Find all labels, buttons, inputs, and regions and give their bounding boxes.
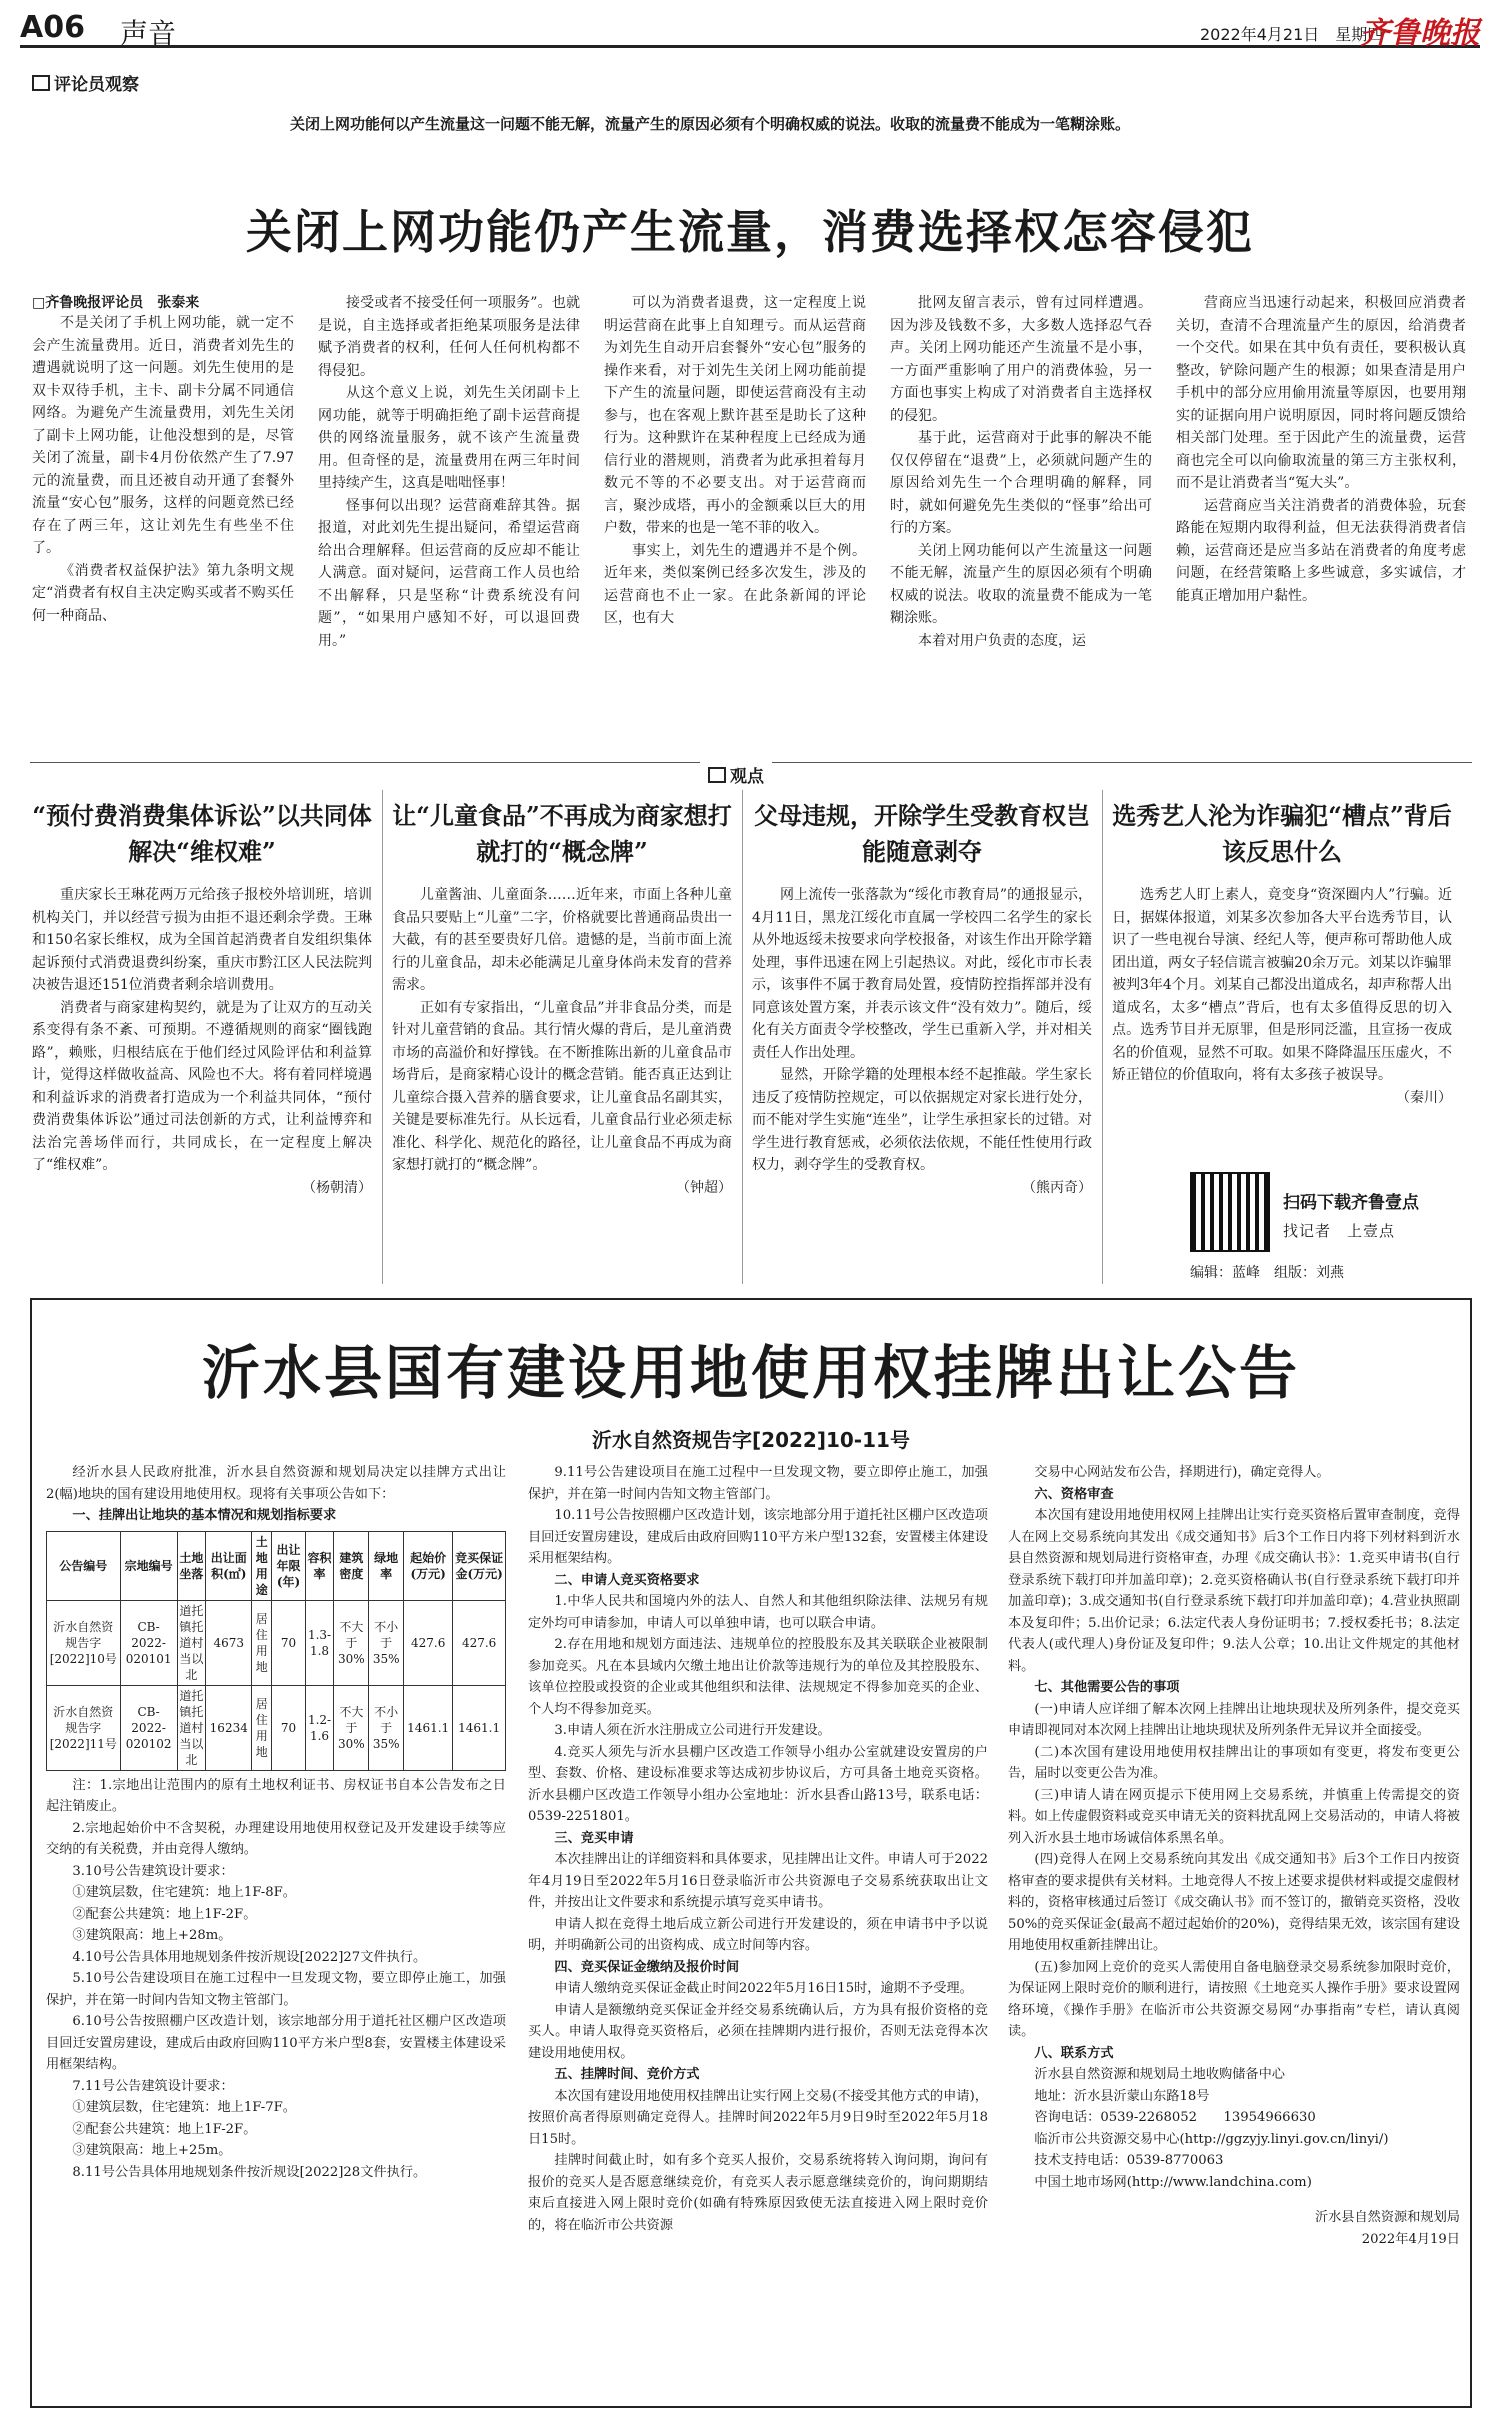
paragraph: 七、其他需要公告的事项 [1034, 1680, 1180, 1695]
paragraph: 2.存在用地和规划方面违法、违规单位的控股股东及其关联联企业被限制参加竞买。凡在本县域内欠缴土地出让价款等违规行为的单位及其控股股东、该单位控股或投资的企业或其他组织和法律、法规规定不得参加竞买的企业、个人均不得参加竞买。 [528, 1637, 988, 1717]
opinion-body [752, 884, 1092, 1284]
paragraph: 可以为消费者退费，这一定程度上说明运营商在此事上自知理亏。而从运营商为刘先生自动开启套餐外“安心包”服务的操作来看，对于刘先生关闭上网功能前提下产生的流量问题，即使运营商没有主动参与，也在客观上默许甚至是助长了这种行为。这种默许在某种程度上已经成为通信行业的潜规则，消费者为此承担着每月数元不等的不必要支出。对于运营商而言，聚沙成塔，再小的金额乘以巨大的用户数，带来的也是一笔不菲的收入。 [604, 295, 866, 536]
newspaper-logo: 齐鲁晚报 [1360, 16, 1480, 51]
paragraph: 消费者与商家建构契约，就是为了让双方的互动关系变得有条不紊、可预期。不遵循规则的商家“圈钱跑路”，赖账，归根结底在于他们经过风险评估和利益算计，觉得这样做收益高、风险也不大。将有着同样境遇和利益诉求的消费者打造成为一个利益共同体，“预付费消费集体诉讼”通过司法创新的方式，让利益博弈和法治完善场伴而行，共同成长，在一定程度上解决了“维权难”。 [32, 999, 372, 1173]
column-divider [742, 790, 743, 1284]
paragraph: 营商应当迅速行动起来，积极回应消费者关切，查清不合理流量产生的原因，给消费者一个交代。如果在其中负有责任，要积极认真整改，铲除问题产生的根源；如果查清是用户手机中的部分应用偷用流量等原因，也要用翔实的证据向用户说明原因，同时将问题反馈给相关部门处理。至于因此产生的流量费，运营商也完全可以向偷取流量的第三方主张权利，而不是让消费者当“冤大头”。 [1176, 295, 1466, 491]
qr-caption: 扫码下载齐鲁壹点 [1283, 1193, 1419, 1213]
opinion-title: 父母违规，开除学生受教育权岂能随意剥夺 [754, 801, 1090, 866]
opinion-author: （秦川） [1396, 1089, 1452, 1106]
paragraph: 技术支持电话：0539-8770063 [1034, 2153, 1224, 2168]
paragraph: 注：1.宗地出让范围内的原有土地权利证书、房权证书自本公告发布之日起注销废止。 [46, 1777, 506, 1814]
paragraph: 选秀艺人盯上素人，竟变身“资深圈内人”行骗。近日，据媒体报道，刘某多次参加各大平台选秀节目，认识了一些电视台导演、经纪人等，便声称可帮助他人成团出道，两女子轻信谎言被骗20余万元。刘某以诈骗罪被判3年4个月。刘某自己都没出道成名，却声称帮人出道成名，太多“槽点”背后，也有太多值得反思的切入点。选秀节目并无原罪，但是形同泛滥，且宣扬一夜成名的价值观，显然不可取。如果不降降温压压虚火，不矫正错位的价值取向，将有太多孩子被误导。 [1112, 887, 1452, 1083]
commentary-intro: 关闭上网功能何以产生流量这一问题不能无解，流量产生的原因必须有个明确权威的说法。收取的流量费不能成为一笔糊涂账。 [290, 115, 1131, 133]
opinion-body [1112, 884, 1452, 1164]
paragraph: 本次国有建设用地使用权挂牌出让实行网上交易(不接受其他方式的申请)，按照价高者得原则确定竞得人。挂牌时间2022年5月9日9时至2022年5月18日15时。 [528, 2088, 988, 2147]
paragraph: 重庆家长王琳花两万元给孩子报校外培训班，培训机构关门，并以经营亏损为由拒不退还剩余学费。王琳和150名家长维权，成为全国首起消费者自发组织集体起诉预付式消费退费纠纷案，重庆市黔江区人民法院判决被告退还151位消费者剩余培训费用。 [32, 887, 372, 993]
paragraph: 3.申请人须在沂水注册成立公司进行开发建设。 [554, 1723, 831, 1738]
paragraph: 接受或者不接受任何一项服务”。也就是说，自主选择或者拒绝某项服务是法律赋予消费者的权利，任何人任何机构都不得侵犯。 [318, 295, 580, 379]
table-row [47, 1685, 506, 1770]
viewpoint-tag: 观点 [700, 762, 772, 787]
table-cell: 70 [272, 1685, 305, 1770]
paragraph: (一)申请人应详细了解本次网上挂牌出让地块现状及所列条件，提交竞买申请即视同对本次网上挂牌出让地块现状及所列条件无异议并全面接受。 [1008, 1701, 1460, 1738]
paragraph: ②配套公共建筑：地上1F-2F。 [72, 2121, 257, 2137]
para-group [32, 312, 294, 627]
paragraph: 不是关闭了手机上网功能，就一定不会产生流量费用。近日，消费者刘先生的遭遇就说明了这一问题。刘先生使用的是双卡双待手机，主卡、副卡分属不同通信网络。为避免产生流量费用，刘先生关闭了副卡上网功能，让他没想到的是，尽管关闭了流量，副卡4月份依然产生了7.97元的流量费，而且还被自动开通了套餐外流量“安心包”服务，这样的问题竟然已经存在了两三年，这让刘先生有些坐不住了。 [32, 315, 294, 556]
notice-issuer: 沂水县自然资源和规划局 [1314, 2210, 1460, 2225]
opinion-author: （钟超） [676, 1179, 732, 1196]
paragraph: 沂水县自然资源和规划局土地收购储备中心 [1034, 2067, 1285, 2082]
paragraph: 交易中心网站发布公告，择期进行)，确定竞得人。 [1034, 1465, 1330, 1480]
table-cell: 1461.1 [404, 1685, 453, 1770]
paragraph: (五)参加网上竞价的竞买人需使用自备电脑登录交易系统参加限时竞价，为保证网上限时竞价的顺利进行，请按照《土地竞买人操作手册》要求设置网络环境，《操作手册》在临沂市公共资源交易网“办事指南”专栏，请认真阅读。 [1008, 1959, 1460, 2039]
paragraph: 3.10号公告建筑设计要求： [72, 1863, 234, 1879]
paragraph: 8.11号公告具体用地规划条件按沂规设[2022]28文件执行。 [72, 2164, 427, 2180]
opinion-title: “预付费消费集体诉讼”以共同体解决“维权难” [32, 801, 372, 866]
table-cell: 不大于30% [334, 1685, 369, 1770]
notice-section-heading: 一、挂牌出让地块的基本情况和规划指标要求 [72, 1508, 337, 1523]
paragraph: 儿童酱油、儿童面条……近年来，市面上各种儿童食品只要贴上“儿童”二字，价格就要比普通商品贵出一大截，有的甚至要贵好几倍。遗憾的是，当前市面上流行的儿童食品，却未必能满足儿童身体尚未发育的营养需求。 [392, 887, 732, 993]
paragraph: 咨询电话：0539-2268052 13954966630 [1034, 2110, 1316, 2125]
paragraph: (四)竞得人在网上交易系统向其发出《成交通知书》后3个工作日内按资格审查的要求提供有关材料。土地竞得人不按上述要求提供材料或提交虚假材料的，资格审核通过后签订《成交确认书》而不签订的，撤销竞买资格，没收50%的竞买保证金(最高不超过起始价的20%)，竞得结果无效，该宗国有建设用地使用权重新挂牌出让。 [1008, 1852, 1460, 1953]
notice-date: 2022年4月19日 [1361, 2231, 1460, 2247]
para-group [1008, 1462, 1460, 2193]
paragraph: 本次国有建设用地使用权网上挂牌出让实行竞买资格后置审查制度，竞得人在网上交易系统向其发出《成交通知书》后3个工作日内将下列材料到沂水县自然资源和规划局进行资格审查，办理《成交确认书》：1.竞买申请书(自行登录系统下载打印并加盖印章)；2.竞买资格确认书(自行登录系统下载打印并加盖印章)；3.成交通知书(自行登录系统下载打印并加盖印章)；4.营业执照副本及复印件；5.出价记录；6.法定代表人身份证明书；7.授权委托书；8.法定代表人(或代理人)身份证及复印件；9.法人公章；10.出让文件规定的其他材料。 [1008, 1508, 1460, 1674]
opinion-title: 让“儿童食品”不再成为商家想打就打的“概念牌” [392, 801, 732, 866]
qr-code[interactable] [1190, 1172, 1270, 1252]
paragraph: 批网友留言表示，曾有过同样遭遇。因为涉及钱数不多，大多数人选择忍气吞声。关闭上网功能还产生流量不是小事，一方面严重影响了用户的消费体验，另一方面也事实上构成了对消费者自主选择权的侵犯。 [890, 295, 1152, 424]
table-cell: 427.6 [404, 1600, 453, 1685]
paragraph: 事实上，刘先生的遭遇并不是个例。近年来，类似案例已经多次发生，涉及的运营商也不止一家。在此条新闻的评论区，也有大 [604, 542, 866, 626]
paragraph: 申请人缴纳竞买保证金截止时间2022年5月16日15时，逾期不予受理。 [554, 1981, 973, 1996]
paragraph: (二)本次国有建设用地使用权挂牌出让的事项如有变更，将发布变更公告，届时以变更公告为准。 [1008, 1744, 1460, 1781]
paragraph: 六、资格审查 [1034, 1486, 1114, 1502]
paragraph: 申请人是额缴纳竞买保证金并经交易系统确认后，方为具有报价资格的竞买人。申请人取得竞买资格后，必须在挂牌期内进行报价，否则无法竞得本次建设用地使用权。 [528, 2002, 988, 2061]
table-header-row [47, 1531, 506, 1600]
table-cell: 沂水自然资规告字[2022]10号 [47, 1600, 121, 1685]
notice-doc-number: 沂水自然资规告字[2022]10-11号 [592, 1428, 910, 1452]
paragraph: ③建筑限高：地上+28m。 [72, 1928, 232, 1943]
paragraph: 申请人拟在竞得土地后成立新公司进行开发建设的，须在申请书中予以说明，并明确新公司的出资构成、成立时间等内容。 [528, 1916, 988, 1953]
table-cell: 1.3-1.8 [305, 1600, 334, 1685]
paragraph: ②配套公共建筑：地上1F-2F。 [72, 1906, 257, 1922]
table-cell: 1461.1 [453, 1685, 506, 1770]
section-name: 声音 [120, 17, 177, 50]
table-header-cell: 公告编号 [47, 1531, 121, 1600]
paragraph: 2.宗地起始价中不含契税，办理建设用地使用权登记及开发建设手续等应交纳的有关税费，并由竞得人缴纳。 [46, 1820, 506, 1857]
paragraph: 本着对用户负责的态度，运 [918, 632, 1086, 649]
commentary-headline: 关闭上网功能仍产生流量，消费选择权怎容侵犯 [246, 205, 1254, 259]
table-header-cell: 出让面积(㎡) [206, 1531, 252, 1600]
paragraph: ①建筑层数，住宅建筑：地上1F-8F。 [72, 1885, 296, 1900]
table-header-cell: 建筑密度 [334, 1531, 369, 1600]
paragraph: 四、竞买保证金缴纳及报价时间 [554, 1959, 740, 1975]
table-cell: 道托镇托道村当以北 [177, 1685, 206, 1770]
paragraph: 五、挂牌时间、竞价方式 [554, 2067, 700, 2082]
commentary-column-2 [318, 292, 580, 750]
paragraph: 从这个意义上说，刘先生关闭副卡上网功能，就等于明确拒绝了副卡运营商提供的网络流量服务，就不该产生流量费用。但奇怪的是，流量费用在两三年时间里持续产生，这真是咄咄怪事！ [318, 385, 580, 491]
paragraph: 显然，开除学籍的处理根本经不起推敲。学生家长违反了疫情防控规定，可以依据规定对家长进行处分，而不能对学生实施“连坐”，让学生承担家长的过错。对学生进行教育惩戒，必须依法依规，不能任性使用行政权力，剥夺学生的受教育权。 [752, 1067, 1092, 1173]
opinion-author: （熊丙奇） [1022, 1179, 1092, 1196]
commentary-tag: 评论员观察 [32, 70, 139, 95]
opinion-body [32, 884, 372, 1284]
table-cell: CB-2022-020101 [120, 1600, 177, 1685]
paragraph: 三、竞买申请 [554, 1830, 634, 1846]
qr-subcaption: 找记者 上壹点 [1283, 1222, 1396, 1240]
notice-title: 沂水县国有建设用地使用权挂牌出让公告 [201, 1339, 1300, 1407]
paragraph: (三)申请人请在网页提示下使用网上交易系统，并慎重上传需提交的资料。如上传虚假资料或竞买申请无关的资料扰乱网上交易活动的，申请人将被列入沂水县土地市场诚信体系黑名单。 [1008, 1787, 1460, 1846]
para-group [318, 292, 580, 652]
notice-column-2 [528, 1462, 988, 2398]
commentary-column-3 [604, 292, 866, 750]
para-group [604, 292, 866, 630]
paragraph: 网上流传一张落款为“绥化市教育局”的通报显示，4月11日，黑龙江绥化市直属一学校四二名学生的家长从外地返绥未按要求向学校报备，对该生作出开除学籍处理，事件迅速在网上引起热议。对此，绥化市市长表示，该事件不属于教育局处置，疫情防控指挥部并没有同意该处置方案，并表示该文件“没有效力”。随后，绥化有关方面责令学校整改，学生已重新入学，并对相关责任人作出处理。 [752, 887, 1092, 1061]
paragraph: 怪事何以出现？运营商难辞其咎。据报道，对此刘先生提出疑问，希望运营商给出合理解释。但运营商的反应却不能让人满意。面对疑问，运营商工作人员也给不出解释，只是坚称“计费系统没有问题”，“如果用户感知不好，可以退回费用。” [318, 497, 580, 649]
table-cell: 4673 [206, 1600, 252, 1685]
paragraph: 6.10号公告按照棚户区改造计划，该宗地部分用于道托社区棚户区改造项目回迁安置房建设，建成后由政府回购110平方米户型8套，安置楼主体建设采用框架结构。 [46, 2014, 506, 2072]
paragraph: ③建筑限高：地上+25m。 [72, 2143, 232, 2158]
notice-intro: 经沂水县人民政府批准，沂水县自然资源和规划局决定以挂牌方式出让2(幅)地块的国有建设用地使用权。现将有关事项公告如下： [46, 1465, 506, 1502]
editor-credits: 编辑：蓝峰 组版：刘燕 [1190, 1265, 1344, 1281]
table-cell: 不大于30% [334, 1600, 369, 1685]
para-group [528, 1462, 988, 2236]
table-header-cell: 土地坐落 [177, 1531, 206, 1600]
opinion-body [392, 884, 732, 1284]
paragraph: 基于此，运营商对于此事的解决不能仅仅停留在“退费”上，必须就问题产生的原因给刘先生一个合理明确的解释，同时，就如何避免先生类似的“怪事”给出可行的方案。 [890, 430, 1152, 536]
table-header-cell: 竞买保证金(万元) [453, 1531, 506, 1600]
column-divider [1102, 790, 1103, 1284]
table-cell: 不小于35% [369, 1600, 404, 1685]
paragraph: ①建筑层数，住宅建筑：地上1F-7F。 [72, 2100, 296, 2115]
paragraph: 中国土地市场网(http://www.landchina.com) [1034, 2174, 1312, 2190]
paragraph: 关闭上网功能何以产生流量这一问题不能无解，流量产生的原因必须有个明确权威的说法。收取的流量费不能成为一笔糊涂账。 [890, 542, 1152, 626]
table-cell: CB-2022-020102 [120, 1685, 177, 1770]
table-header-cell: 出让年限(年) [272, 1531, 305, 1600]
table-cell: 70 [272, 1600, 305, 1685]
paragraph: 4.竞买人须先与沂水县棚户区改造工作领导小组办公室就建设安置房的户型、套数、价格、建设标准要求等达成初步协议后，方可具备土地竞买资格。沂水县棚户区改造工作领导小组办公室地址：沂水县香山路13号，联系电话：0539-2251801。 [528, 1744, 988, 1824]
table-header-cell: 容积率 [305, 1531, 334, 1600]
notice-column-3 [1008, 1462, 1460, 2398]
paragraph: 7.11号公告建筑设计要求： [72, 2078, 234, 2094]
table-cell: 427.6 [453, 1600, 506, 1685]
table-header-cell: 宗地编号 [120, 1531, 177, 1600]
table-cell: 1.2-1.6 [305, 1685, 334, 1770]
table-header-cell: 起始价(万元) [404, 1531, 453, 1600]
notice-column-1 [46, 1462, 506, 2398]
table-header-cell: 土地用途 [252, 1531, 272, 1600]
para-group [1176, 292, 1466, 607]
commentary-column-1 [32, 292, 294, 750]
paragraph: 4.10号公告具体用地规划条件按沂规设[2022]27文件执行。 [72, 1949, 427, 1965]
paragraph: 正如有专家指出，“儿童食品”并非食品分类，而是针对儿童营销的食品。其行情火爆的背后，是儿童消费市场的高溢价和好撑钱。在不断推陈出新的儿童食品市场背后，是商家精心设计的概念营销。能否真正达到让儿童综合摄入营养的膳食要求，让儿童食品名副其实，关键是要标准先行。从长远看，儿童食品行业必须走标准化、科学化、规范化的路径，让儿童食品不再成为商家想打就打的“概念牌”。 [392, 999, 732, 1173]
column-divider [382, 790, 383, 1284]
paragraph: 临沂市公共资源交易中心(http://ggzyjy.linyi.gov.cn/linyi/) [1034, 2131, 1389, 2147]
page-number: A06 [20, 10, 85, 45]
paragraph: 挂牌时间截止时，如有多个竞买人报价，交易系统将转入询问期，询问有报价的竞买人是否愿意继续竞价，有竞买人表示愿意继续竞价的，询问期期结束后直接进入网上限时竞价(如确有特殊原因致使无法直接进入网上限时竞价的，将在临沂市公共资源 [528, 2153, 988, 2233]
paragraph: 10.11号公告按照棚户区改造计划，该宗地部分用于道托社区棚户区改造项目回迁安置房建设，建成后由政府回购110平方米户型132套，安置楼主体建设采用框架结构。 [528, 1508, 988, 1566]
parcel-table [46, 1531, 506, 1771]
paragraph: 1.中华人民共和国境内外的法人、自然人和其他组织除法律、法规另有规定外均可申请参加，申请人可以单独申请，也可以联合申请。 [528, 1594, 988, 1631]
table-cell: 沂水自然资规告字[2022]11号 [47, 1685, 121, 1770]
opinion-author: （杨朝清） [302, 1179, 372, 1196]
table-cell: 16234 [206, 1685, 252, 1770]
paragraph: 运营商应当关注消费者的消费体验，玩套路能在短期内取得利益，但无法获得消费者信赖，运营商还是应当多站在消费者的角度考虑问题，在经营策略上多些诚意，多实诚信，才能真正增加用户黏性。 [1176, 497, 1466, 604]
paragraph: 5.10号公告建设项目在施工过程中一旦发现文物，要立即停止施工，加强保护，并在第一时间内告知文物主管部门。 [46, 1971, 506, 2008]
commentary-column-4 [890, 292, 1152, 750]
paragraph: 八、联系方式 [1034, 2045, 1114, 2061]
table-cell: 道托镇托道村当以北 [177, 1600, 206, 1685]
opinion-title: 选秀艺人沦为诈骗犯“槽点”背后该反思什么 [1112, 801, 1452, 866]
table-cell: 不小于35% [369, 1685, 404, 1770]
paragraph: 二、申请人竞买资格要求 [554, 1572, 700, 1588]
paragraph: 《消费者权益保护法》第九条明文规定“消费者有权自主决定购买或者不购买任何一种商品、 [32, 562, 294, 624]
para-group [890, 292, 1152, 652]
table-row [47, 1600, 506, 1685]
table-cell: 居住用地 [252, 1600, 272, 1685]
paragraph: 地址：沂水县沂蒙山东路18号 [1034, 2088, 1210, 2104]
issue-date: 2022年4月21日 星期四 [1200, 25, 1384, 44]
paragraph: 本次挂牌出让的详细资料和具体要求，见挂牌出让文件。申请人可于2022年4月19日至2022年5月16日登录临沂市公共资源电子交易系统获取出让文件，并按出让文件要求和系统提示填写竞买申请书。 [528, 1852, 988, 1910]
table-header-cell: 绿地率 [369, 1531, 404, 1600]
para-group [46, 1775, 506, 2184]
page-header [20, 8, 1480, 51]
commentary-column-5 [1176, 292, 1466, 750]
paragraph: 9.11号公告建设项目在施工过程中一旦发现文物，要立即停止施工，加强保护，并在第一时间内告知文物主管部门。 [528, 1465, 988, 1502]
table-cell: 居住用地 [252, 1685, 272, 1770]
table-body [47, 1600, 506, 1770]
byline: □齐鲁晚报评论员 张泰来 [32, 295, 200, 311]
